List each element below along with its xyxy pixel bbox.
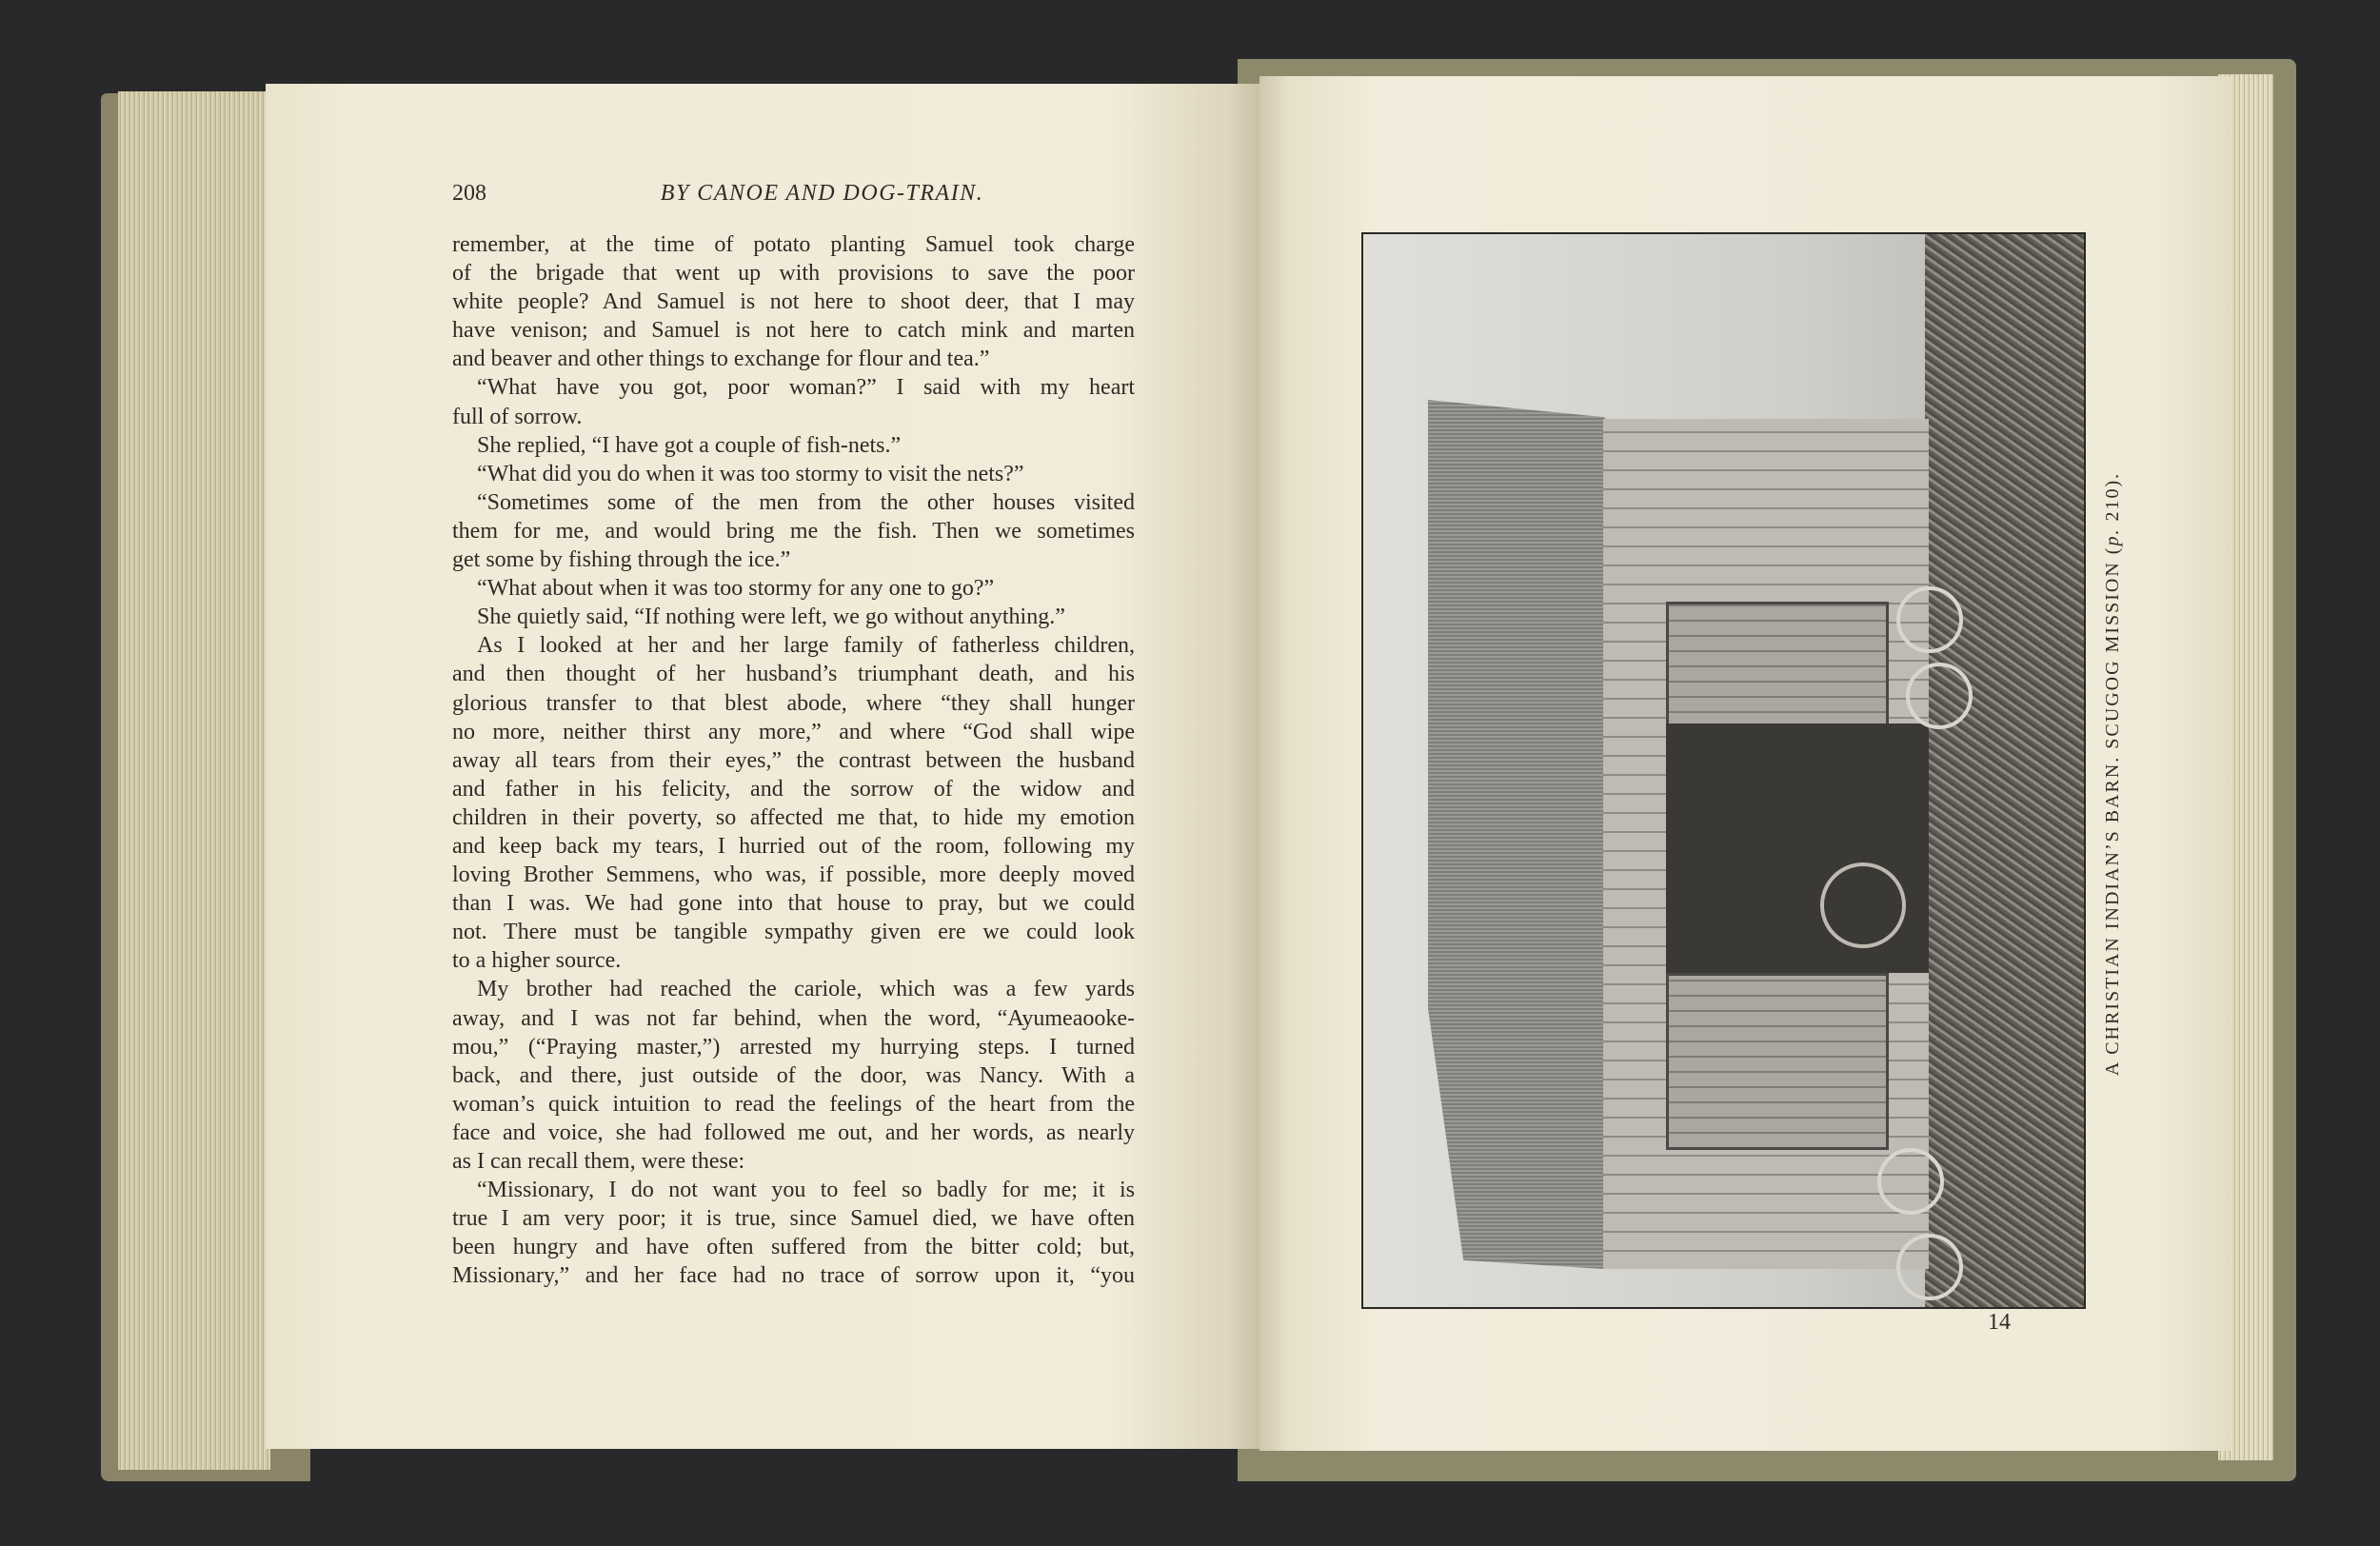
body-text <box>452 230 1135 1290</box>
text-line: get some by fishing through the ice.” <box>452 547 791 573</box>
text-line: no more, neither thirst any more,” and where “God shall wipe <box>452 719 1135 744</box>
page-number: 208 <box>452 181 486 206</box>
text-line: remember, at the time of potato planting Samuel took charge <box>452 232 1135 257</box>
text-line: glorious transfer to that blest abode, where “they shall hunger <box>452 690 1135 716</box>
text-line: She replied, “I have got a couple of fish-nets.” <box>477 432 902 458</box>
text-line: away all tears from their eyes,” the contrast between the husband <box>452 747 1135 773</box>
wagon-wheel <box>1820 862 1906 948</box>
text-line: than I was. We had gone into that house to pray, but we could <box>452 891 1135 917</box>
text-line: as I can recall them, were these: <box>452 1149 745 1174</box>
text-line: My brother had reached the cariole, which was a few yards <box>477 977 1135 1002</box>
barn-roof <box>1428 400 1605 1269</box>
text-line: “Missionary, I do not want you to feel so badly for me; it is <box>477 1178 1135 1203</box>
text-line: woman’s quick intuition to read the feelings of the heart from the <box>452 1091 1135 1117</box>
signature-number: 14 <box>1988 1310 2011 1335</box>
text-line: children in their poverty, so affected me that, to hide my emotion <box>452 804 1135 830</box>
text-line: and father in his felicity, and the sorrow of the widow and <box>452 776 1135 802</box>
running-header <box>452 181 1135 213</box>
text-line: As I looked at her and her large family of fatherless children, <box>477 633 1135 659</box>
text-line: white people? And Samuel is not here to shoot deer, that I may <box>452 289 1135 315</box>
barn-door-upper <box>1666 602 1889 729</box>
caption-page-ref: p. <box>2102 527 2123 546</box>
text-line: Missionary,” and her face had no trace of sorrow upon it, “you <box>452 1263 1135 1289</box>
text-line: of the brigade that went up with provisions to save the poor <box>452 261 1135 287</box>
text-line: them for me, and would bring me the fish. Then we sometimes <box>452 518 1135 544</box>
text-line: true I am very poor; it is true, since Samuel died, we have often <box>452 1206 1135 1232</box>
wagon-wheel <box>1906 663 1973 729</box>
wagon-wheel <box>1896 1234 1963 1300</box>
text-line: full of sorrow. <box>452 404 583 429</box>
wagon-wheel <box>1877 1148 1944 1215</box>
text-line: mou,” (“Praying master,”) arrested my hurrying steps. I turned <box>452 1034 1135 1060</box>
photo-ground <box>1925 234 2086 1307</box>
text-line: have venison; and Samuel is not here to catch mink and marten <box>452 318 1135 344</box>
barn-door-lower <box>1666 973 1889 1150</box>
barn-photograph <box>1361 232 2086 1309</box>
plate-caption <box>2099 441 2126 1107</box>
page-edges-left <box>118 91 270 1470</box>
text-line: not. There must be tangible sympathy given ere we could look <box>452 920 1135 945</box>
text-line: face and voice, she had followed me out, and her words, as nearly <box>452 1120 1135 1145</box>
wagon-wheel <box>1896 586 1963 653</box>
caption-end: 210). <box>2102 471 2123 528</box>
text-line: been hungry and have often suffered from the bitter cold; but, <box>452 1235 1135 1260</box>
text-line: back, and there, just outside of the door, was Nancy. With a <box>452 1062 1135 1088</box>
running-title: BY CANOE AND DOG-TRAIN. <box>660 181 984 206</box>
text-line: to a higher source. <box>452 948 622 974</box>
caption-main: A CHRISTIAN INDIAN’S BARN. SCUGOG MISSION ( <box>2102 545 2123 1077</box>
text-line: away, and I was not far behind, when the word, “Ayumeaooke- <box>452 1005 1135 1031</box>
text-line: loving Brother Semmens, who was, if possible, more deeply moved <box>452 862 1135 888</box>
text-line: She quietly said, “If nothing were left, we go without anything.” <box>477 605 1065 630</box>
text-line: “What have you got, poor woman?” I said with my heart <box>477 375 1135 401</box>
text-line: “Sometimes some of the men from the other houses visited <box>477 489 1135 515</box>
text-line: “What did you do when it was too stormy to visit the nets?” <box>477 461 1024 486</box>
text-line: and then thought of her husband’s triumphant death, and his <box>452 662 1135 687</box>
text-line: and beaver and other things to exchange for flour and tea.” <box>452 347 990 372</box>
text-line: and keep back my tears, I hurried out of the room, following my <box>452 833 1135 859</box>
text-line: “What about when it was too stormy for any one to go?” <box>477 576 995 602</box>
